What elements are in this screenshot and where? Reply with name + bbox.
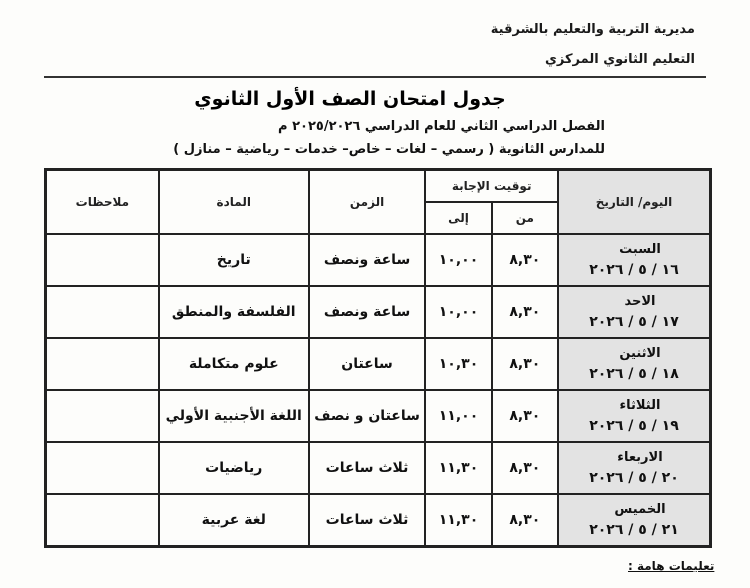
header-subject: المادة: [159, 170, 309, 234]
start-time: ٨,٣٠: [492, 338, 558, 390]
day-date-cell: [558, 338, 710, 390]
exam-date: ١٦ / ٥ / ٢٠٢٦: [589, 262, 679, 278]
notes-cell: [46, 234, 159, 286]
end-time: ١٠,٠٠: [425, 234, 491, 286]
day-name: الخميس: [614, 502, 666, 517]
duration-cell: ثلاث ساعات: [309, 442, 426, 494]
duration-cell: ثلاث ساعات: [309, 494, 426, 546]
table-row: [46, 338, 710, 390]
exam-date: ١٧ / ٥ / ٢٠٢٦: [589, 314, 679, 330]
table-row: [46, 390, 710, 442]
start-time: ٨,٣٠: [492, 286, 558, 338]
start-time: ٨,٣٠: [492, 494, 558, 546]
end-time: ١٠,٣٠: [425, 338, 491, 390]
duration-cell: ساعة ونصف: [309, 286, 426, 338]
exam-date: ٢١ / ٥ / ٢٠٢٦: [589, 522, 679, 538]
schools-line: للمدارس الثانوية ( رسمي – لغات – خاص– خدمات – رياضية – منازل ): [173, 142, 605, 157]
semester-line: الفصل الدراسي الثاني للعام الدراسي ٢٠٢٥/٢٠٢٦ م: [278, 119, 605, 134]
header-notes: ملاحظات: [46, 170, 159, 234]
day-name: الثلاثاء: [619, 398, 661, 413]
duration-cell: ساعة ونصف: [309, 234, 426, 286]
day-name: الاربعاء: [617, 450, 663, 465]
table-row: [46, 286, 710, 338]
department-name: التعليم الثانوي المركزي: [544, 52, 695, 67]
notes-cell: [46, 338, 159, 390]
day-date-cell: [558, 234, 710, 286]
duration-cell: ساعتان: [309, 338, 426, 390]
important-instructions-label: تعليمات هامة :: [628, 559, 715, 573]
document-title: جدول امتحان الصف الأول الثانوي: [194, 88, 506, 110]
subject-cell: علوم متكاملة: [159, 338, 309, 390]
duration-cell: ساعتان و نصف: [309, 390, 426, 442]
start-time: ٨,٣٠: [492, 234, 558, 286]
notes-cell: [46, 390, 159, 442]
subject-cell: رياضيات: [159, 442, 309, 494]
end-time: ١١,٣٠: [425, 494, 491, 546]
header-to: إلى: [425, 202, 491, 234]
day-date-cell: [558, 494, 710, 546]
exam-date: ١٨ / ٥ / ٢٠٢٦: [589, 366, 679, 382]
exam-table: [44, 168, 712, 548]
table-row: [46, 234, 710, 286]
subject-cell: تاريخ: [159, 234, 309, 286]
day-date-cell: [558, 286, 710, 338]
day-name: السبت: [619, 242, 661, 257]
notes-cell: [46, 494, 159, 546]
directorate-name: مديرية التربية والتعليم بالشرقية: [490, 22, 695, 37]
end-time: ١٠,٠٠: [425, 286, 491, 338]
subject-cell: الفلسفة والمنطق: [159, 286, 309, 338]
exam-date: ٢٠ / ٥ / ٢٠٢٦: [589, 470, 679, 486]
notes-cell: [46, 442, 159, 494]
table-row: [46, 494, 710, 546]
subject-cell: لغة عربية: [159, 494, 309, 546]
end-time: ١١,٠٠: [425, 390, 491, 442]
table-row: [46, 442, 710, 494]
exam-date: ١٩ / ٥ / ٢٠٢٦: [589, 418, 679, 434]
header-duration: الزمن: [309, 170, 426, 234]
day-name: الاحد: [624, 294, 656, 309]
day-date-cell: [558, 390, 710, 442]
header-answer-time: توقيت الإجابة: [425, 170, 558, 202]
header-day-date: اليوم/ التاريخ: [558, 170, 710, 234]
header-divider: [44, 76, 706, 78]
end-time: ١١,٣٠: [425, 442, 491, 494]
subject-cell: اللغة الأجنبية الأولي: [159, 390, 309, 442]
notes-cell: [46, 286, 159, 338]
day-name: الاثنين: [619, 346, 661, 361]
day-date-cell: [558, 442, 710, 494]
header-from: من: [492, 202, 558, 234]
start-time: ٨,٣٠: [492, 442, 558, 494]
start-time: ٨,٣٠: [492, 390, 558, 442]
